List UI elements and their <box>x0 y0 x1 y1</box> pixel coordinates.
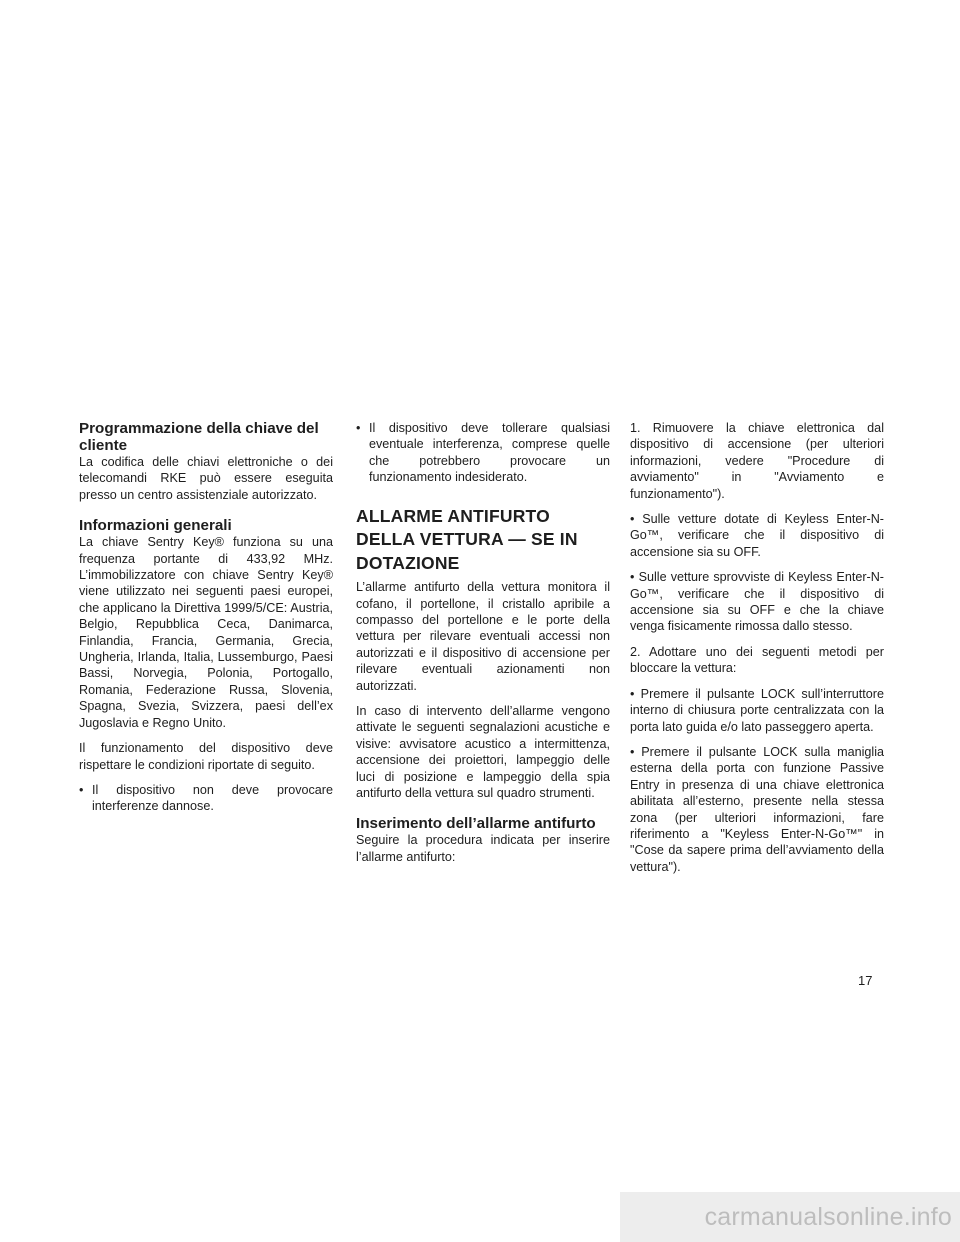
list-item-text: Premere il pulsante LOCK sull’interruttore interno di chiusura porte centralizzata con la porta lato guida e/o lato passeggero aperta. <box>630 686 885 734</box>
bullet-icon: • <box>79 782 84 797</box>
list-item-tollerare <box>356 420 610 486</box>
left-column <box>79 420 333 824</box>
heading-informazioni-generali: Informazioni generali <box>79 517 232 535</box>
bullet-icon: • <box>630 686 635 701</box>
paragraph-procedura: Seguire la procedura indicata per inserire l’allarme antifurto: <box>356 833 610 864</box>
right-column <box>630 420 884 884</box>
list-item-text: Il dispositivo non deve provocare interferenze dannose. <box>92 782 333 814</box>
bullet-icon: • <box>356 421 361 435</box>
paragraph-intervento-allarme: In caso di intervento dell’allarme vengono attivate le seguenti segnalazioni acustiche e visive: avvisatore acustico a intermittenza, accensione dei proiettori, lampeggio delle luci di posizione e lampeggio della spia antifurto della vettura sul quadro strumenti. <box>356 703 610 800</box>
page-number: 17 <box>858 973 873 988</box>
paragraph-codifica-chiavi: La codifica delle chiavi elettroniche o dei telecomandi RKE può essere eseguita presso un centro assistenziale autorizzato. <box>79 455 333 502</box>
step-1: 1. Rimuovere la chiave elettronica dal dispositivo di accensione (per ulteriori informazioni, vedere "Procedure di avviamento" in "Avviamento e funzionamento"). <box>630 421 884 501</box>
middle-column <box>356 420 610 874</box>
heading-allarme-antifurto: ALLARME ANTIFURTO DELLA VETTURA — SE IN DOTAZIONE <box>356 505 578 573</box>
list-item-text: Premere il pulsante LOCK sulla maniglia esterna della porta con funzione Passive Entry in presenza di una chiave elettronica abilitata all’esterno, presente nella stessa zona (per ulteriori informazioni, fare riferimento a "Keyless Enter-N-Go™" in "Cose da sapere prima dell’avviamento della vettura"). <box>630 744 885 874</box>
list-item-text: Sulle vetture dotate di Keyless Enter-N-Go™, verificare che il dispositivo di accensione sia su OFF. <box>630 512 884 559</box>
heading-inserimento-allarme: Inserimento dell’allarme antifurto <box>356 815 596 833</box>
list-item-keyless <box>630 511 884 560</box>
paragraph-sentry-key: La chiave Sentry Key® funziona su una frequenza portante di 433,92 MHz. L’immobilizzatore con chiave Sentry Key® viene utilizzato nei seguenti paesi europei, che applicano la Direttiva 1999/5/CE: Austria, Belgio, Repubblica Ceca, Danimarca, Finlandia, Francia, Germania, Grecia, Ungheria, Irlanda, Italia, Lussemburgo, Paesi Bassi, Norvegia, Polonia, Portogallo, Romania, Federazione Russa, Slovenia, Spagna, Svezia, Svizzera, paesi dell’ex Jugoslavia e Regno Unito. <box>79 535 333 730</box>
bullet-icon: • <box>630 744 635 759</box>
list-item-interferenze <box>79 782 333 815</box>
bullet-icon: • <box>630 570 635 585</box>
bullet-icon: • <box>630 512 635 527</box>
heading-programmazione-chiave: Programmazione della chiave del cliente <box>79 420 319 454</box>
list-item-text: Sulle vetture sprovviste di Keyless Enter-N-Go™, verificare che il dispositivo di accensione sia su OFF e che la chiave venga fisicamente rimossa dallo stesso. <box>630 570 885 634</box>
step-2: 2. Adottare uno dei seguenti metodi per bloccare la vettura: <box>630 644 884 676</box>
list-item-lock-interno <box>630 686 884 735</box>
watermark: carmanualsonline.info <box>620 1192 960 1242</box>
paragraph-condizioni: Il funzionamento del dispositivo deve rispettare le condizioni riportate di seguito. <box>79 741 333 772</box>
list-item-lock-maniglia <box>630 744 884 875</box>
list-item-text: Il dispositivo deve tollerare qualsiasi eventuale interferenza, comprese quelle che potrebbero provocare un funzionamento indesiderato. <box>369 421 610 485</box>
list-item-no-keyless <box>630 569 884 635</box>
paragraph-allarme-monitora: L’allarme antifurto della vettura monitora il cofano, il portellone, il cristallo apribile a compasso del portellone e le porte della vettura per rilevare eventuali accessi non autorizzati e il dispositivo di accensione per rilevare eventuali azionamenti non autorizzati. <box>356 580 610 693</box>
